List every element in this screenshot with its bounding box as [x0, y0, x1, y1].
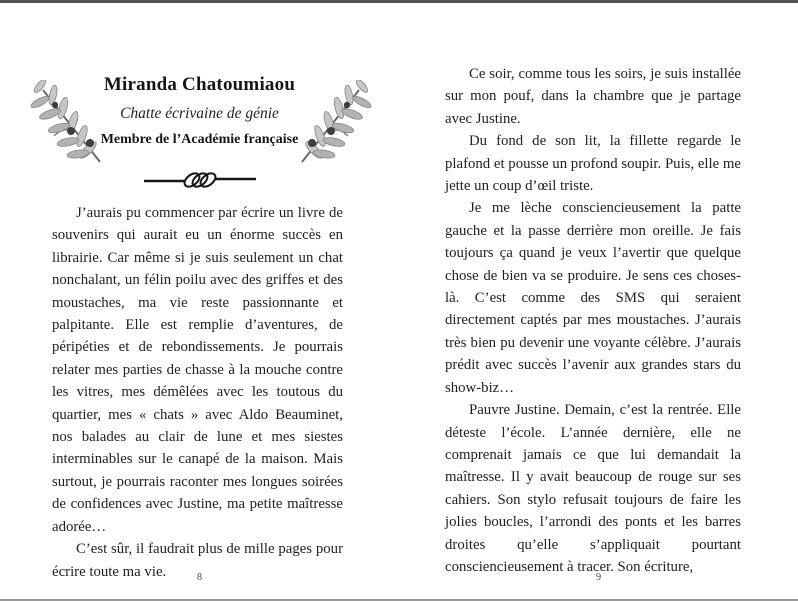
paragraph: J’aurais pu commencer par écrire un livre de souvenirs qui aurait eu un énorme succès en librairie. Car même si je suis seulement un chat nonchalant, un félin poilu avec des griffes et des moustaches, ma vie reste passionnante et palpitante. Elle est remplie d’aventures, de péripéties et de rebondissements. Je pourrais relater mes parties de chasse à la mouche contre les vitres, mes démêlées avec les toutous du quartier, mes « chats » avec Aldo Beauminet, nos balades au clair de lune et mes siestes interminables sur le canapé de la maison. Mais surtout, je pourrais raconter mes longues soirées de confidences avec Justine, ma petite maîtresse adorée…: [52, 205, 343, 535]
chapter-header: [0, 74, 399, 148]
author-affiliation: Membre de l’Académie française: [100, 132, 299, 147]
paragraph: Ce soir, comme tous les soirs, je suis installée sur mon pouf, dans la chambre que je partage avec Justine.: [445, 66, 741, 127]
paragraph: Pauvre Justine. Demain, c’est la rentrée. Elle déteste l’école. L’année dernière, elle ne comprenait jamais ce que lui demandait la maîtresse. Il y avait beaucoup de rouge sur ses cahiers. Son stylo refusait toujours de faire les jolies boucles, l’arrondi des ponts et les barres droites qu’elle s’appliquait pourtant consciencieusement à tracer. Son écriture,: [445, 402, 741, 575]
author-name: Miranda Chatoumiaou: [103, 74, 296, 95]
left-page-text: [52, 202, 343, 583]
right-page: [399, 0, 798, 601]
paragraph: C’est sûr, il faudrait plus de mille pages pour écrire toute ma vie.: [52, 541, 343, 580]
section-divider: [0, 169, 399, 196]
right-page-number: 9: [595, 572, 602, 583]
paragraph: Je me lèche consciencieusement la patte gauche et la passe derrière mon oreille. Je fais toujours ça quand je veux l’avertir que quelque chose de bien va se produire. Je sens ces choses-là. C’est comme des SMS qui seraient directement captés par mes moustaches. J’aurais très bien pu devenir une voyante célèbre. J’aurais prédit avec succès l’avenir aux grandes stars du show-biz…: [445, 200, 741, 396]
left-page-number: 8: [196, 572, 203, 583]
author-subtitle: Chatte écrivaine de génie: [120, 105, 279, 122]
rope-twist-divider-icon: [140, 169, 260, 191]
paragraph: Du fond de son lit, la fillette regarde le plafond et pousse un profond soupir. Puis, elle me jette un coup d’œil triste.: [445, 133, 741, 195]
right-page-text: [445, 63, 741, 578]
